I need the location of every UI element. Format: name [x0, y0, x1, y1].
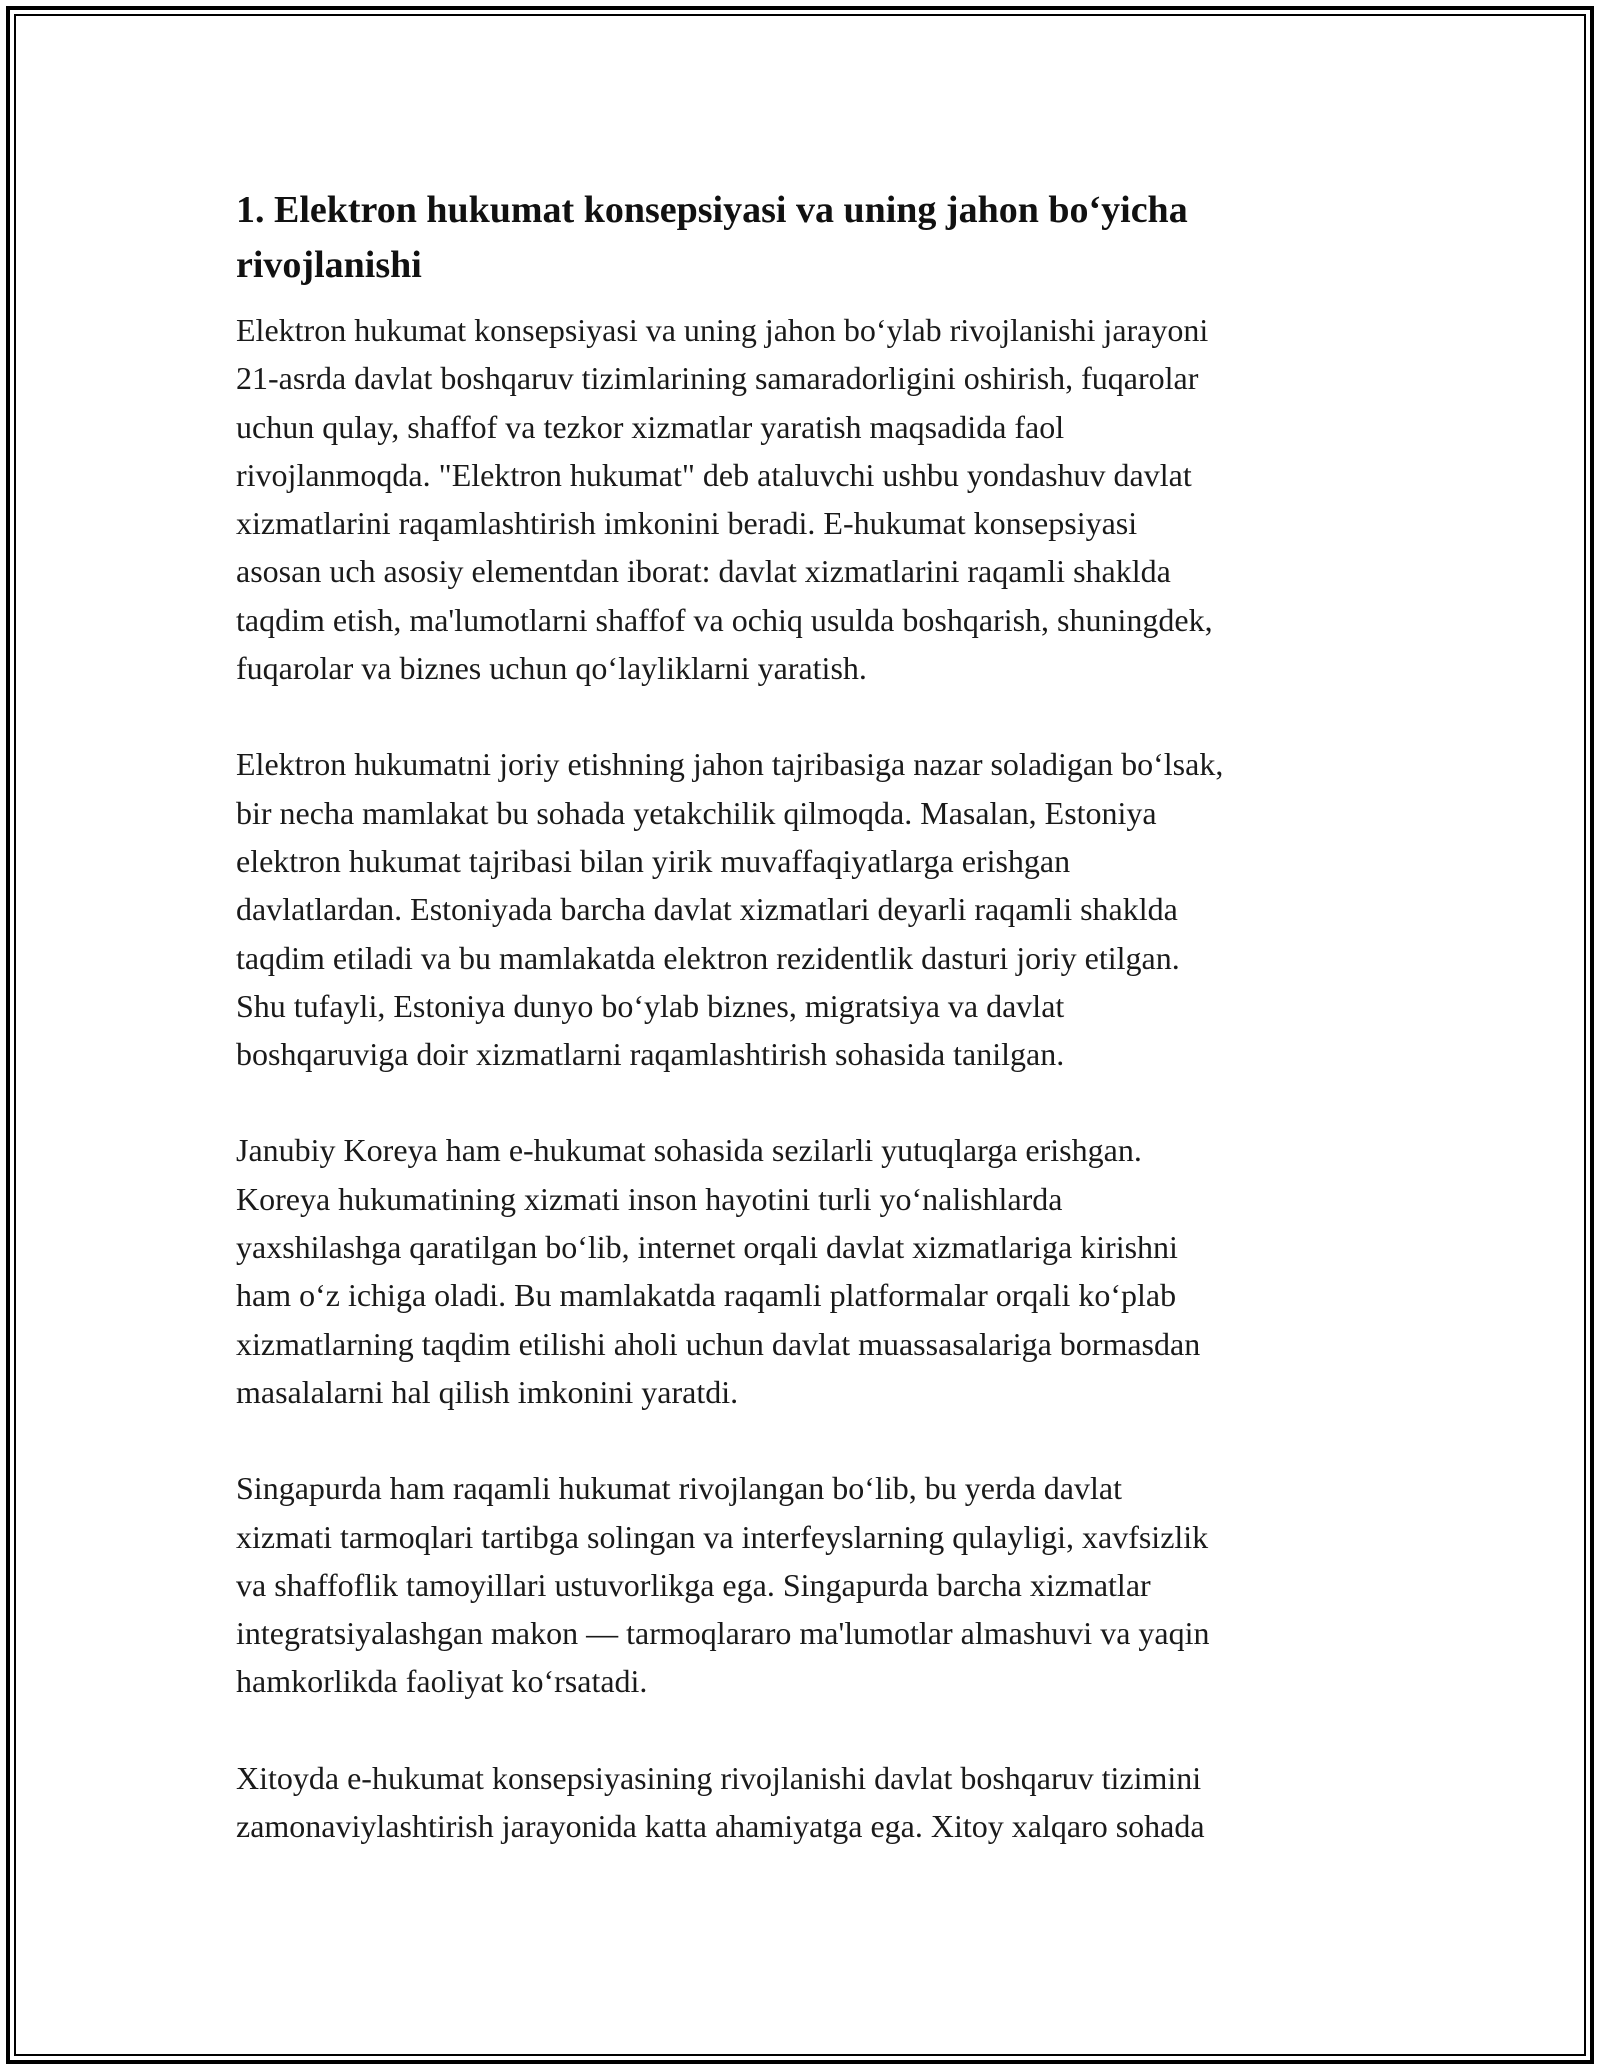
- paragraph-estonia: [236, 740, 1376, 1078]
- paragraph-intro: [236, 306, 1376, 692]
- paragraph-line: xizmati tarmoqlari tartibga solingan va interfeyslarning qulayligi, xavfsizlik: [236, 1518, 1209, 1555]
- paragraph-line: yaxshilashga qaratilgan bo‘lib, internet orqali davlat xizmatlariga kirishni: [236, 1229, 1178, 1266]
- paragraph-line: elektron hukumat tajribasi bilan yirik muvaffaqiyatlarga erishgan: [236, 842, 1071, 879]
- paragraph-line: ham o‘z ichiga oladi. Bu mamlakatda raqamli platformalar orqali ko‘plab: [236, 1277, 1177, 1314]
- paragraph-line: zamonaviylashtirish jarayonida katta ahamiyatga ega. Xitoy xalqaro sohada: [236, 1808, 1205, 1845]
- paragraph-line: Shu tufayli, Estoniya dunyo bo‘ylab biznes, migratsiya va davlat: [236, 987, 1065, 1024]
- paragraph-line: taqdim etish, ma'lumotlarni shaffof va ochiq usulda boshqarish, shuningdek,: [236, 601, 1213, 638]
- paragraph-korea: [236, 1126, 1376, 1416]
- paragraph-singapore: [236, 1464, 1376, 1705]
- paragraph-line: xizmatlarini raqamlashtirish imkonini beradi. E-hukumat konsepsiyasi: [236, 505, 1138, 542]
- paragraph-china: [236, 1754, 1376, 1851]
- paragraph-line: boshqaruviga doir xizmatlarni raqamlashtirish sohasida tanilgan.: [236, 1036, 1065, 1073]
- paragraph-line: 21-asrda davlat boshqaruv tizimlarining samaradorligini oshirish, fuqarolar: [236, 360, 1199, 397]
- paragraph-line: fuqarolar va biznes uchun qo‘layliklarni yaratish.: [236, 650, 867, 687]
- paragraph-line: integratsiyalashgan makon — tarmoqlararo ma'lumotlar almashuvi va yaqin: [236, 1615, 1210, 1652]
- paragraph-line: Koreya hukumatining xizmati inson hayotini turli yo‘nalishlarda: [236, 1180, 1063, 1217]
- paragraph-line: uchun qulay, shaffof va tezkor xizmatlar yaratish maqsadida faol: [236, 408, 1065, 445]
- paragraph-line: Singapurda ham raqamli hukumat rivojlangan bo‘lib, bu yerda davlat: [236, 1470, 1122, 1507]
- paragraph-line: hamkorlikda faoliyat ko‘rsatadi.: [236, 1663, 648, 1700]
- paragraph-line: Xitoyda e-hukumat konsepsiyasining rivojlanishi davlat boshqaruv tizimini: [236, 1759, 1202, 1796]
- paragraph-line: rivojlanmoqda. "Elektron hukumat" deb ataluvchi ushbu yondashuv davlat: [236, 456, 1192, 493]
- paragraph-line: va shaffoflik tamoyillari ustuvorlikga ega. Singapurda barcha xizmatlar: [236, 1566, 1151, 1603]
- paragraph-line: bir necha mamlakat bu sohada yetakchilik qilmoqda. Masalan, Estoniya: [236, 794, 1157, 831]
- document-body: [236, 183, 1376, 1898]
- heading-line: rivojlanishi: [236, 244, 422, 286]
- section-heading: [236, 183, 1376, 293]
- paragraph-line: davlatlardan. Estoniyada barcha davlat xizmatlari deyarli raqamli shaklda: [236, 891, 1178, 928]
- heading-line: 1. Elektron hukumat konsepsiyasi va uning jahon bo‘yicha: [236, 189, 1188, 231]
- paragraph-line: masalalarni hal qilish imkonini yaratdi.: [236, 1373, 739, 1410]
- paragraph-line: Elektron hukumatni joriy etishning jahon tajribasiga nazar soladigan bo‘lsak,: [236, 746, 1224, 783]
- paragraph-line: taqdim etiladi va bu mamlakatda elektron rezidentlik dasturi joriy etilgan.: [236, 939, 1180, 976]
- paragraph-line: xizmatlarning taqdim etilishi aholi uchun davlat muassasalariga bormasdan: [236, 1325, 1201, 1362]
- paragraph-line: asosan uch asosiy elementdan iborat: davlat xizmatlarini raqamli shaklda: [236, 553, 1171, 590]
- paragraph-line: Elektron hukumat konsepsiyasi va uning jahon bo‘ylab rivojlanishi jarayoni: [236, 312, 1209, 348]
- paragraph-line: Janubiy Koreya ham e-hukumat sohasida sezilarli yutuqlarga erishgan.: [236, 1132, 1142, 1169]
